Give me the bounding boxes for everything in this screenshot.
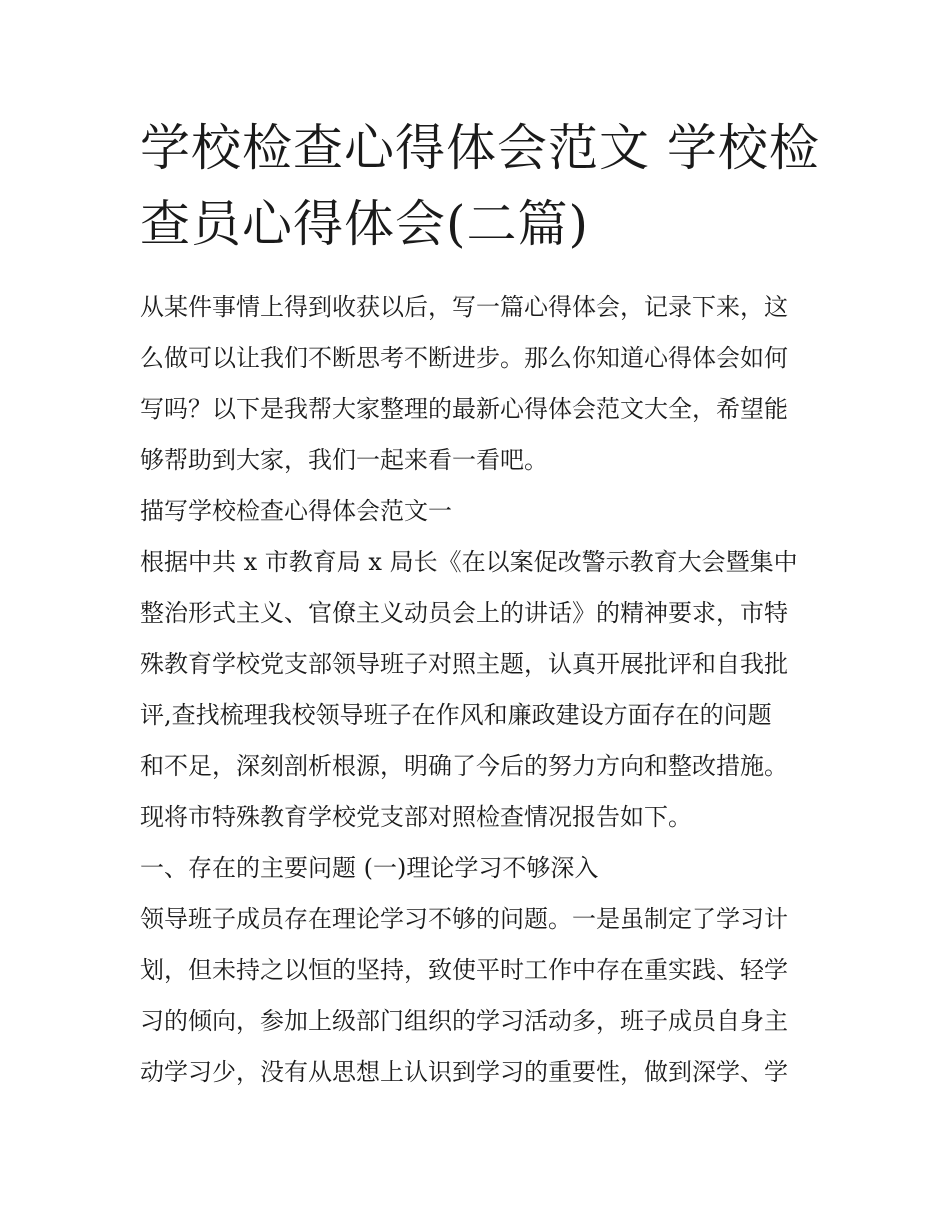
section-heading-main-problems: 一、存在的主要问题 (一)理论学习不够深入: [140, 854, 599, 882]
body-paragraph-basis: 根据中共 x 市教育局 x 局长《在以案促改警示教育大会暨集中 整治形式主义、官僚主义动员会上的讲话》的精神要求，市特 殊教育学校党支部领导班子对照主题，认真开展批评和自我批 评,查找梳理我校领导班子在作风和廉政建设方面存在的问题 和不足，深刻剖析根源，明确了今后的努力方向和整改措施。 现将市特殊教育学校党支部对照检查情况报告如下。: [140, 548, 798, 831]
intro-paragraph: 从某件事情上得到收获以后，写一篇心得体会，记录下来，这 么做可以让我们不断思考不断进步。那么你知道心得体会如何 写吗？以下是我帮大家整理的最新心得体会范文大全，希望能 够帮助到大家，我们一起来看一看吧。: [140, 293, 788, 474]
document-title: 学校检查心得体会范文 学校检 查员心得体会(二篇): [140, 119, 820, 253]
body-paragraph-theory-study: 领导班子成员存在理论学习不够的问题。一是虽制定了学习计 划，但未持之以恒的坚持，致使平时工作中存在重实践、轻学 习的倾向，参加上级部门组织的学习活动多，班子成员自身主 动学习少，没有从思想上认识到学习的重要性，做到深学、学: [140, 905, 788, 1086]
section-heading-essay-one: 描写学校检查心得体会范文一: [140, 497, 452, 525]
